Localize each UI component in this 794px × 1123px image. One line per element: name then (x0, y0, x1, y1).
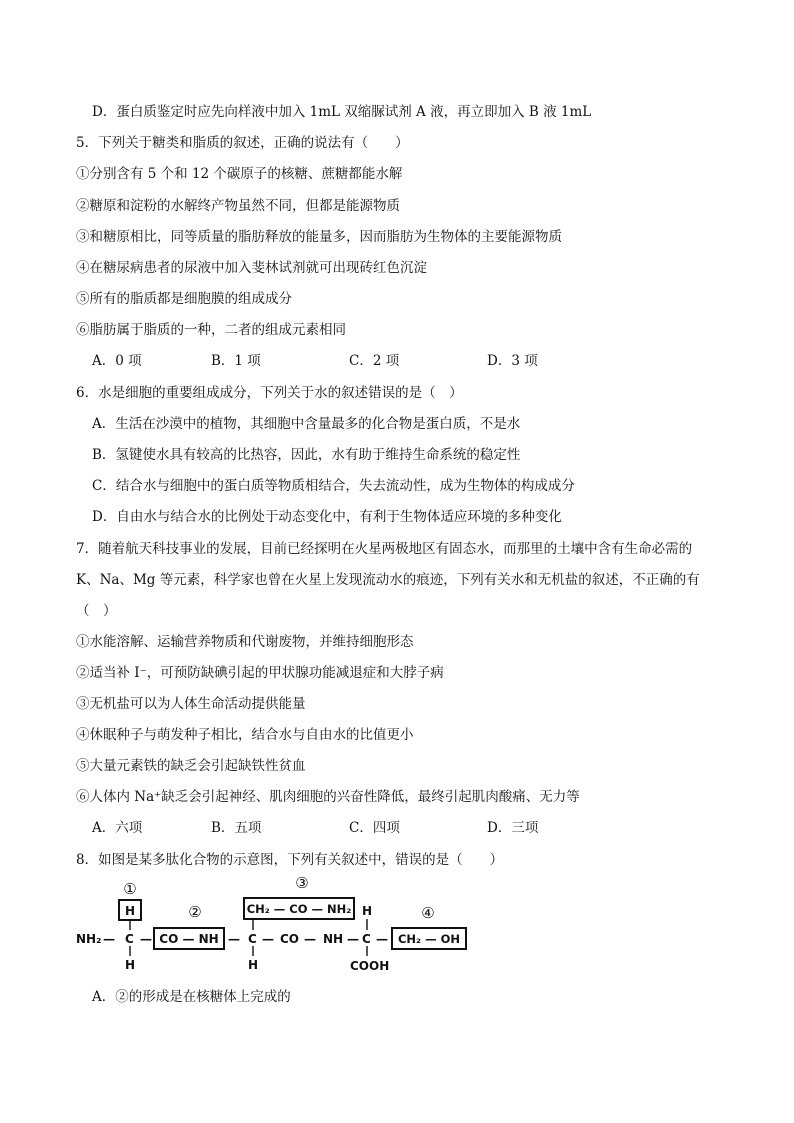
q7-option-b[interactable]: B．五项 (211, 820, 262, 836)
q6-option-a[interactable]: A．生活在沙漠中的植物，其细胞中含量最多的化合物是蛋白质，不是水 (92, 416, 521, 432)
q5-statement-4: ④在糖尿病患者的尿液中加入斐林试剂就可出现砖红色沉淀 (76, 260, 427, 276)
q7-option-d[interactable]: D．三项 (487, 820, 539, 836)
diagram-label-1: ① (123, 880, 137, 898)
q7-statement-6: ⑥人体内 Na⁺缺乏会引起神经、肌肉细胞的兴奋性降低，最终引起肌肉酸痛、无力等 (76, 789, 580, 805)
q7-option-c[interactable]: C．四项 (349, 820, 400, 836)
q5-statement-1: ①分别含有 5 个和 12 个碳原子的核糖、蔗糖都能水解 (76, 166, 403, 182)
question-5-stem: 5．下列关于糖类和脂质的叙述，正确的说法有（ ） (76, 135, 409, 151)
q7-option-a[interactable]: A．六项 (92, 820, 143, 836)
bond-dash: — (347, 932, 359, 946)
q5-statement-6: ⑥脂肪属于脂质的一种，二者的组成元素相同 (76, 322, 346, 338)
carboxyl-group: COOH (350, 959, 390, 973)
q5-option-d[interactable]: D．3 项 (487, 353, 538, 369)
carbon-1-h: H (125, 958, 136, 972)
bond-dash: — (140, 932, 152, 946)
question-8-stem: 8．如图是某多肽化合物的示意图，下列有关叙述中，错误的是（ ） (76, 852, 504, 868)
question-7-stem-line-2: K、Na、Mg 等元素，科学家也曾在火星上发现流动水的痕迹，下列有关水和无机盐的叙述，不正确的有 (76, 572, 700, 588)
q8-option-a[interactable]: A．②的形成是在核糖体上完成的 (92, 989, 291, 1005)
q5-option-a[interactable]: A．0 项 (92, 353, 142, 369)
diagram-label-3: ③ (295, 874, 309, 892)
q5-option-b[interactable]: B．1 项 (211, 353, 261, 369)
amino-group: NH₂ (76, 932, 102, 946)
q7-statement-2: ②适当补 I⁻，可预防缺碘引起的甲状腺功能减退症和大脖子病 (76, 665, 444, 681)
carbon-2-h: H (248, 958, 259, 972)
q5-option-c[interactable]: C．2 项 (349, 353, 400, 369)
r-group-3: CH₂ — CO — NH₂ (246, 902, 352, 916)
q7-statement-5: ⑤大量元素铁的缺乏会引起缺铁性贫血 (76, 758, 306, 774)
diagram-label-4: ④ (421, 904, 435, 922)
q7-statement-3: ③无机盐可以为人体生命活动提供能量 (76, 696, 306, 712)
q4-option-d: D．蛋白质鉴定时应先向样液中加入 1mL 双缩脲试剂 A 液，再立即加入 B 液 1mL (92, 104, 592, 120)
q5-statement-3: ③和糖原相比，同等质量的脂肪释放的能量多，因而脂肪为生物体的主要能源物质 (76, 229, 562, 245)
peptide-bond: CO — NH (159, 932, 219, 946)
bond-dash: — (228, 932, 240, 946)
bond-dash: — (103, 932, 115, 946)
q5-statement-2: ②糖原和淀粉的水解终产物虽然不同，但都是能源物质 (76, 198, 400, 214)
box-1-h: H (124, 904, 136, 918)
q7-statement-1: ①水能溶解、运输营养物质和代谢废物，并维持细胞形态 (76, 634, 414, 650)
q5-statement-5: ⑤所有的脂质都是细胞膜的组成成分 (76, 291, 292, 307)
q7-statement-4: ④休眠种子与萌发种子相比，结合水与自由水的比值更小 (76, 727, 414, 743)
carbon-1: C (125, 932, 134, 946)
q6-option-c[interactable]: C．结合水与细胞中的蛋白质等物质相结合，失去流动性，成为生物体的构成成分 (92, 478, 575, 494)
amine: NH (323, 932, 344, 946)
q6-option-d[interactable]: D．自由水与结合水的比例处于动态变化中，有利于生物体适应环境的多种变化 (92, 509, 562, 525)
bond-dash: — (262, 932, 274, 946)
diagram-label-2: ② (188, 903, 202, 921)
polypeptide-diagram (72, 872, 482, 980)
question-7-stem-line-3: （ ） (76, 603, 117, 619)
carbon-3: C (362, 932, 371, 946)
carbon-2: C (248, 932, 257, 946)
q6-option-b[interactable]: B．氢键使水具有较高的比热容，因此，水有助于维持生命系统的稳定性 (92, 447, 521, 463)
bond-dash: — (376, 932, 388, 946)
question-6-stem: 6．水是细胞的重要组成成分，下列关于水的叙述错误的是（ ） (76, 385, 463, 401)
question-7-stem-line-1: 7．随着航天科技事业的发展，目前已经探明在火星两极地区有固态水，而那里的土壤中含有生命必需的 (76, 541, 693, 557)
carbonyl: CO (280, 932, 300, 946)
bond-dash: — (304, 932, 316, 946)
carbon-3-h: H (362, 904, 373, 918)
r-group-4: CH₂ — OH (397, 932, 461, 946)
